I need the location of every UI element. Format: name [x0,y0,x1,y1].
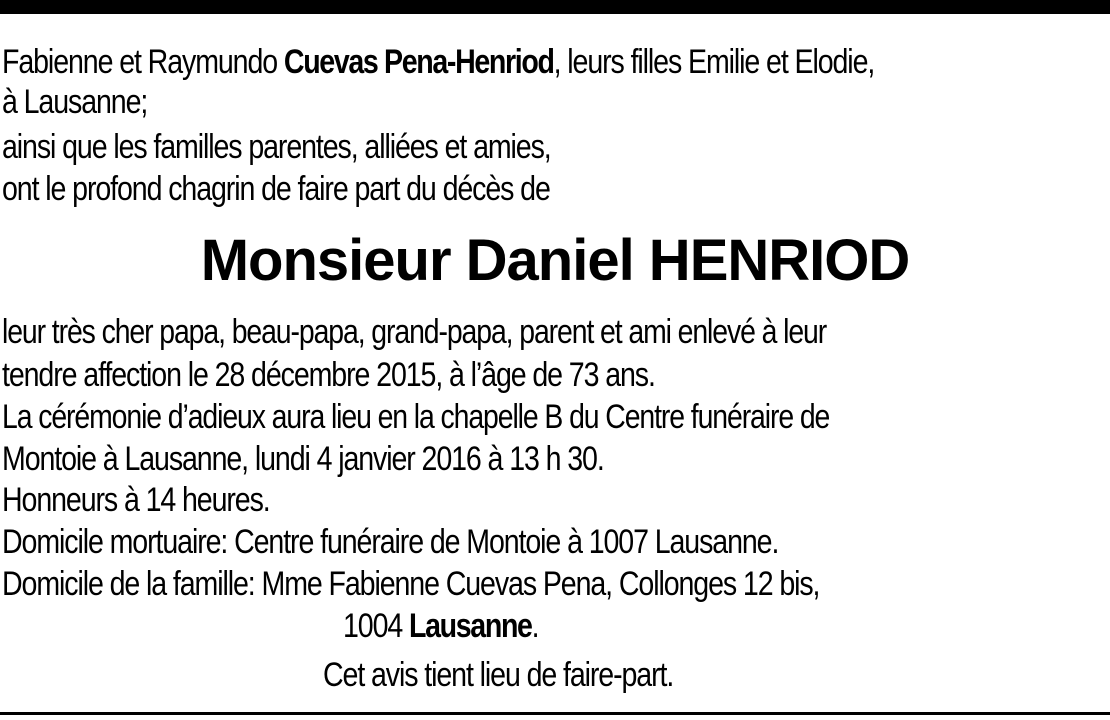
body-line-3: La cérémonie d’adieux aura lieu en la chapelle B du Centre funéraire de [2,398,830,436]
body-line-2: tendre affection le 28 décembre 2015, à l’âge de 73 ans. [2,356,655,394]
intro-line-1-suffix: , leurs filles Emilie et Elodie, [553,43,875,81]
body-line-8 [343,606,538,646]
body-line-8-prefix: 1004 [343,607,410,645]
body-line-4: Montoie à Lausanne, lundi 4 janvier 2016 à 13 h 30. [2,440,604,478]
body-line-5: Honneurs à 14 heures. [2,481,270,519]
body-line-6: Domicile mortuaire: Centre funéraire de Montoie à 1007 Lausanne. [2,523,779,561]
body-line-8-suffix: . [531,607,539,645]
body-line-1: leur très cher papa, beau-papa, grand-papa, parent et ami enlevé à leur [2,313,827,351]
family-surname: Cuevas Pena-Henriod [283,43,554,81]
bottom-rule [0,712,1110,715]
top-rule [0,0,1110,14]
city-name: Lausanne [409,607,532,645]
closing-line: Cet avis tient lieu de faire-part. [323,656,674,694]
intro-line-3: ainsi que les familles parentes, alliées et amies, [2,128,551,166]
intro-line-4: ont le profond chagrin de faire part du décès de [2,170,550,208]
body-line-7: Domicile de la famille: Mme Fabienne Cuevas Pena, Collonges 12 bis, [2,565,820,603]
intro-line-2: à Lausanne; [2,83,148,121]
intro-line-1-prefix: Fabienne et Raymundo [2,43,284,81]
intro-line-1 [2,42,874,82]
deceased-name: Monsieur Daniel HENRIOD [200,228,910,293]
